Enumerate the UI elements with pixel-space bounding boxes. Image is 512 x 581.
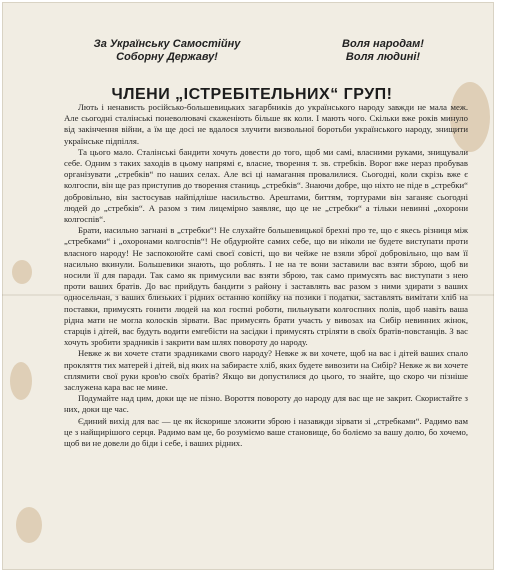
water-stain bbox=[16, 507, 42, 543]
document-title: ЧЛЕНИ „ІСТРЕБІТЕЛЬНИХ“ ГРУП! bbox=[111, 86, 393, 103]
leaflet-body bbox=[64, 102, 468, 449]
paragraph: Лють і ненависть російсько-большевицьких загарбників до українського народу завжди не мала меж. Але сьогодні сталінські поневолювачі скаженіють більше як коли. І мають чого. Скільки вже років минуло від закінчення війни, а їм ще досі не вдалося злучити визвольної боротьби українського народу, знищити українське підпілля. bbox=[64, 102, 468, 146]
paragraph: Та цього мало. Сталінські бандити хочуть довести до того, щоб ми самі, власними руками, знищували себе. Одним з таких заходів в цьому напрямі є, власне, творення т. зв. стребків. Ворог вже нераз пробував організувати „стребків“ по наших селах. Але всі ці намагання провалилися. Сьогодні, коли скрізь вже є колгоспи, він ще раз приступив до творення станиць „стребків“. Знаючи добре, що ніхто не піде в „стребки“ добровільно, він застосував найпідліше насильство. Арештами, биттям, тортурами він заганяє сьогодні людей до „стребків“. А разом з тим лицемірно заявляє, що це не „стребки“ а тільки невинні „охорони колгоспів“. bbox=[64, 146, 468, 225]
water-stain bbox=[12, 260, 32, 284]
slogan-left bbox=[72, 38, 262, 64]
paragraph: Подумайте над цим, доки ще не пізно. Вороття повороту до народу для вас ще не закрит. Скористайте з них, доки ще час. bbox=[64, 393, 468, 415]
paragraph: Брати, насильно загнані в „стребки“! Не слухайте большевицької брехні про те, що є якесь різниця між „стребками“ і „охоронами колгоспів“! Не обдурюйте самих себе, що ви ніколи не будете виступати проти власного народу! Не заспокоюйте самі своєї совісті, що ви чейже не взяли зброї добровільно, що вам її насильно вкинули. Большевики знають, що роблять. І не на те вони заставили вас взяти зброю, щоб ви носили її для паради. Так само як примусили вас взяти зброю, так само примусять вас виступати з нею проти ваших братів. До вас прийдуть бандити з району і заставлять вас разом з ними здирати з ваших односельчан, з ваших близьких і рідних останню копійку на позики і податки, заставлять вимітати хліб на поставки, примусять гонити людей на кол госпні роботи, пильнувати колгоспних полів, щоб навіть ваша рідна мати не могла колоскiв зiрвати. Вас примусять брати участь у вивозах на Сибір невинних жінок, старців і дітей, вас будуть водити емгебісти на засідки і примусять стріляти в своїх братів-повстанців. З вас хочуть зробити зрадників і закрити вам шлях повороту до народу. bbox=[64, 225, 468, 348]
slogan-left-line1: За Українську Самостійну bbox=[93, 38, 241, 50]
slogan-left-line2: Соборну Державу! bbox=[116, 51, 218, 63]
leaflet-page bbox=[2, 2, 494, 570]
slogan-right-line1: Воля народам! bbox=[342, 38, 424, 50]
paragraph: Невже ж ви хочете стати зрадниками свого народу? Невже ж ви хочете, щоб на вас і дітей ваших спало прокляття тих матерей і дітей, від яких на забираєте хліб, яких будете вивозити на Сибір? Невже ж ви хочете сплямити свої руки кров'ю своїх братів? Якщо ви допустилися до цього, то знайте, що скоро чи пізніше заслужена кара вас не мине. bbox=[64, 348, 468, 393]
paragraph: Єдиний вихід для вас — це як йскорише зложити зброю і назавжди зірвати зі „стребками“. Радимо вам це з найщирішого серця. Радимо вам це, бо розуміємо ваше становище, бо боліємо за вашу долю, бо хочемо, щоб ви не довели до біди і себе, і ваших рідних. bbox=[64, 415, 468, 449]
water-stain bbox=[10, 362, 32, 400]
slogan-right bbox=[328, 38, 438, 64]
slogan-right-line2: Воля людині! bbox=[345, 51, 421, 63]
